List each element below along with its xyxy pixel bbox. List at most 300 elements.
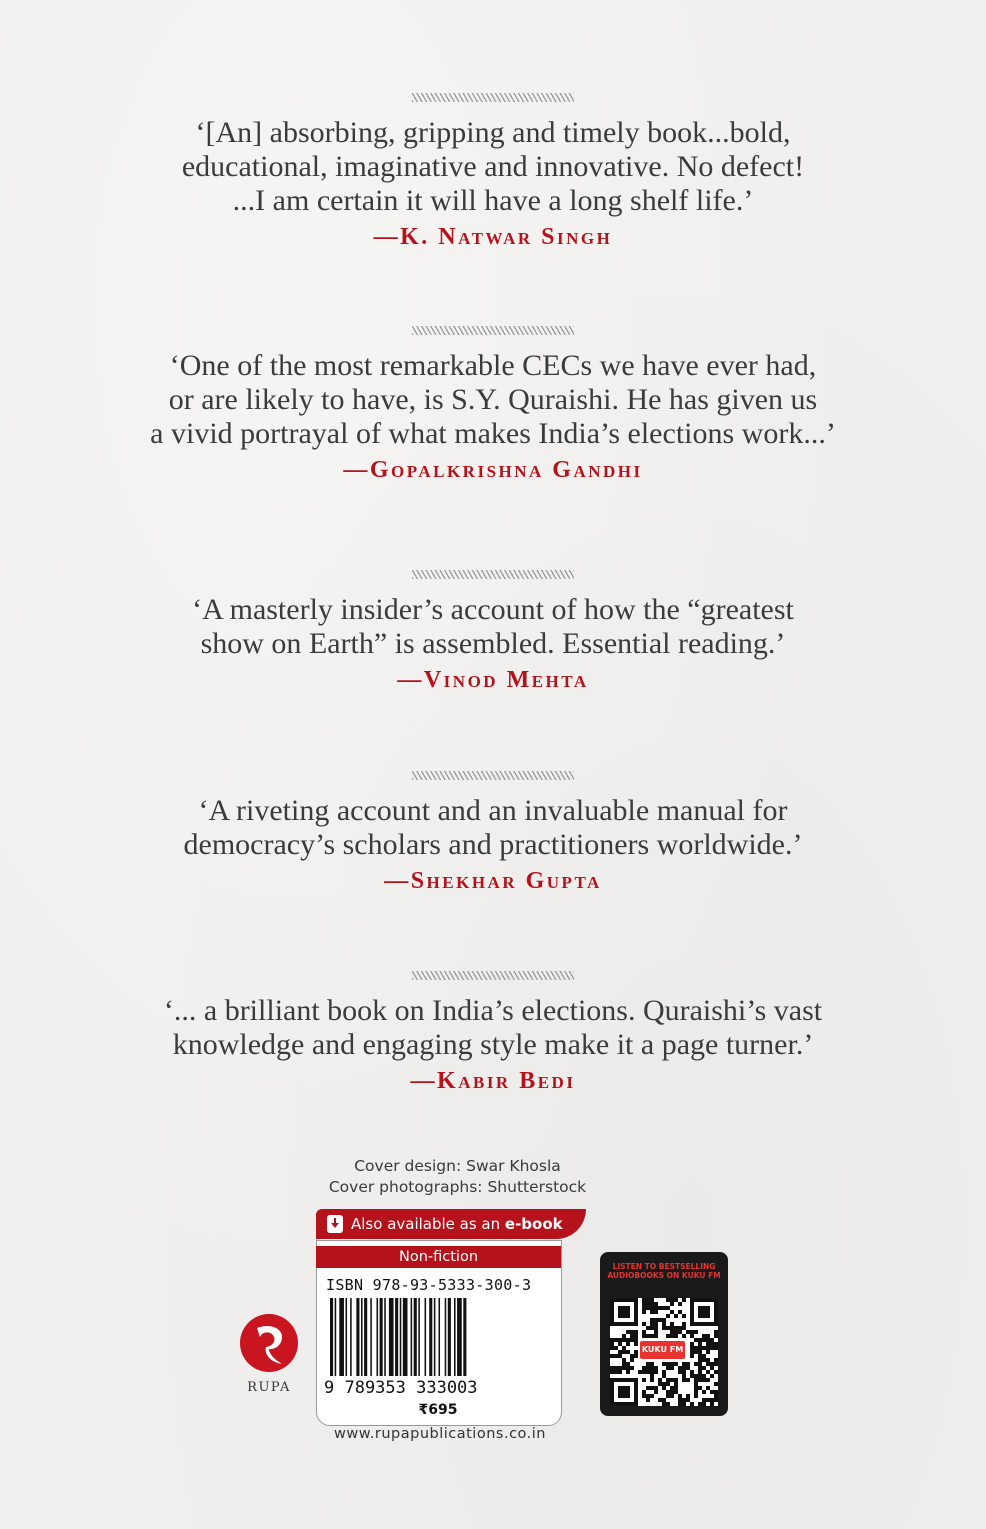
qr-module — [634, 1350, 638, 1354]
barcode-bar — [457, 1298, 462, 1376]
website-url: www.rupapublications.co.in — [334, 1426, 546, 1442]
qr-module — [670, 1366, 674, 1370]
barcode-bar — [414, 1298, 417, 1376]
qr-module — [646, 1398, 650, 1402]
qr-module — [646, 1298, 650, 1302]
price: ₹695 — [418, 1402, 458, 1418]
qr-module — [702, 1390, 706, 1394]
qr-module — [666, 1382, 670, 1386]
qr-module — [674, 1386, 678, 1390]
qr-module — [642, 1390, 646, 1394]
qr-module — [714, 1390, 718, 1394]
qr-module — [690, 1346, 694, 1350]
qr-module — [662, 1398, 666, 1402]
barcode-bar — [389, 1298, 394, 1376]
qr-module — [618, 1366, 622, 1370]
qr-module — [654, 1330, 658, 1334]
qr-module — [698, 1354, 702, 1358]
qr-module — [706, 1386, 710, 1390]
qr-module — [622, 1366, 626, 1370]
qr-module — [622, 1334, 626, 1338]
qr-module — [678, 1394, 682, 1398]
qr-module — [670, 1298, 674, 1302]
barcode-bar — [463, 1298, 466, 1376]
qr-module — [710, 1366, 714, 1370]
barcode-bar — [403, 1298, 408, 1376]
qr-module — [690, 1354, 694, 1358]
qr-module — [682, 1374, 686, 1378]
barcode — [330, 1298, 550, 1380]
qr-module — [694, 1338, 698, 1342]
publisher-name: RUPA — [247, 1380, 291, 1395]
qr-module — [626, 1342, 630, 1346]
qr-module — [626, 1330, 630, 1334]
qr-module — [702, 1354, 706, 1358]
quote-block-1 — [0, 93, 986, 251]
qr-module — [646, 1386, 650, 1390]
qr-module — [654, 1318, 658, 1322]
barcode-bar — [395, 1298, 398, 1376]
qr-module — [646, 1394, 650, 1398]
cover-photo-credit: Cover photographs: Shutterstock — [328, 1178, 587, 1196]
qr-module — [686, 1394, 690, 1398]
qr-module — [714, 1358, 718, 1362]
divider-ornament — [412, 93, 574, 102]
qr-module — [706, 1334, 710, 1338]
qr-module — [658, 1378, 662, 1382]
qr-module — [714, 1398, 718, 1402]
qr-module — [710, 1398, 714, 1402]
barcode-bar — [346, 1298, 348, 1376]
qr-module — [666, 1362, 670, 1366]
qr-module — [694, 1350, 698, 1354]
qr-module — [706, 1370, 710, 1374]
qr-module — [658, 1382, 662, 1386]
qr-module — [674, 1378, 678, 1382]
qr-module — [694, 1346, 698, 1350]
qr-module — [710, 1346, 714, 1350]
qr-module — [702, 1334, 706, 1338]
qr-module — [662, 1370, 666, 1374]
qr-module — [710, 1338, 714, 1342]
barcode-bar — [418, 1298, 420, 1376]
qr-module — [698, 1378, 702, 1382]
quote-attribution: —Shekhar Gupta — [384, 868, 602, 894]
qr-module — [694, 1330, 698, 1334]
qr-module — [650, 1334, 654, 1338]
barcode-bar — [429, 1298, 432, 1376]
qr-module — [634, 1338, 638, 1342]
qr-module — [678, 1310, 682, 1314]
qr-module — [698, 1350, 702, 1354]
qr-module — [630, 1338, 634, 1342]
qr-module — [610, 1366, 614, 1370]
quote-attribution: —Vinod Mehta — [397, 667, 589, 693]
qr-module — [674, 1334, 678, 1338]
qr-module — [654, 1386, 658, 1390]
qr-module — [642, 1334, 646, 1338]
qr-module — [706, 1378, 710, 1382]
qr-module — [666, 1334, 670, 1338]
qr-module — [714, 1370, 718, 1374]
qr-module — [642, 1310, 646, 1314]
qr-module — [678, 1366, 682, 1370]
qr-module — [678, 1370, 682, 1374]
qr-module — [630, 1354, 634, 1358]
qr-module — [662, 1326, 666, 1330]
qr-module — [634, 1354, 638, 1358]
qr-module — [666, 1326, 670, 1330]
qr-module — [634, 1342, 638, 1346]
qr-module — [714, 1362, 718, 1366]
barcode-bar — [377, 1298, 379, 1376]
quote-attribution: —K. Natwar Singh — [373, 224, 613, 250]
qr-module — [706, 1346, 710, 1350]
qr-module — [630, 1334, 634, 1338]
qr-module — [698, 1366, 702, 1370]
qr-module — [682, 1298, 686, 1302]
qr-module — [650, 1378, 654, 1382]
cover-credits — [290, 1156, 625, 1198]
qr-module — [698, 1362, 702, 1366]
qr-module — [650, 1310, 654, 1314]
qr-module — [674, 1326, 678, 1330]
qr-module — [690, 1334, 694, 1338]
divider-ornament — [412, 570, 574, 579]
qr-module — [682, 1314, 686, 1318]
qr-module — [626, 1338, 630, 1342]
barcode-bar — [448, 1298, 451, 1376]
qr-module — [654, 1366, 658, 1370]
qr-module — [698, 1370, 702, 1374]
qr-module — [666, 1402, 670, 1406]
qr-module — [690, 1330, 694, 1334]
qr-module — [682, 1322, 686, 1326]
qr-module — [694, 1378, 698, 1382]
qr-module — [706, 1342, 710, 1346]
qr-module — [702, 1338, 706, 1342]
qr-module — [694, 1362, 698, 1366]
qr-module — [702, 1358, 706, 1362]
qr-module — [670, 1390, 674, 1394]
barcode-bar — [361, 1298, 363, 1376]
qr-module — [714, 1342, 718, 1346]
qr-module — [626, 1370, 630, 1374]
qr-module — [674, 1314, 678, 1318]
qr-module — [670, 1310, 674, 1314]
qr-module — [614, 1366, 618, 1370]
qr-module — [670, 1394, 674, 1398]
qr-module — [650, 1366, 654, 1370]
qr-module — [674, 1362, 678, 1366]
qr-module — [678, 1402, 682, 1406]
qr-module — [698, 1346, 702, 1350]
qr-module — [710, 1362, 714, 1366]
qr-module — [618, 1350, 622, 1354]
qr-module — [690, 1342, 694, 1346]
qr-module — [686, 1378, 690, 1382]
qr-module — [706, 1358, 710, 1362]
qr-module — [694, 1386, 698, 1390]
qr-module — [622, 1362, 626, 1366]
qr-module — [690, 1402, 694, 1406]
quote-block-3 — [0, 570, 986, 694]
qr-module — [702, 1374, 706, 1378]
quote-text: ‘A riveting account and an invaluable manual for democracy’s scholars and practitioners worldwide.’ — [183, 794, 803, 861]
qr-module — [682, 1378, 686, 1382]
qr-module — [694, 1394, 698, 1398]
qr-module — [698, 1402, 702, 1406]
qr-module — [610, 1370, 614, 1374]
qr-module — [682, 1362, 686, 1366]
quote-attribution: —Kabir Bedi — [410, 1068, 576, 1094]
qr-module — [714, 1394, 718, 1398]
qr-module — [694, 1374, 698, 1378]
rupa-logo-mark — [236, 1312, 302, 1374]
qr-module — [650, 1370, 654, 1374]
qr-module — [650, 1386, 654, 1390]
qr-module — [690, 1370, 694, 1374]
qr-module — [618, 1338, 622, 1342]
barcode-digits: 9 789353 333003 — [324, 1378, 478, 1398]
qr-module — [706, 1398, 710, 1402]
qr-module — [698, 1374, 702, 1378]
qr-module — [626, 1362, 630, 1366]
qr-module — [662, 1402, 666, 1406]
qr-module — [670, 1322, 674, 1326]
qr-module — [674, 1330, 678, 1334]
qr-module — [678, 1326, 682, 1330]
qr-module — [694, 1390, 698, 1394]
qr-module — [646, 1306, 650, 1310]
qr-module — [634, 1334, 638, 1338]
qr-module — [686, 1330, 690, 1334]
qr-module — [646, 1362, 650, 1366]
qr-module — [674, 1390, 678, 1394]
qr-finder — [618, 1306, 630, 1318]
qr-module — [702, 1346, 706, 1350]
qr-module — [622, 1346, 626, 1350]
quote-block-2 — [0, 326, 986, 484]
qr-module — [634, 1330, 638, 1334]
qr-module — [670, 1378, 674, 1382]
quote-block-5 — [0, 971, 986, 1095]
qr-module — [710, 1390, 714, 1394]
qr-module — [654, 1370, 658, 1374]
barcode-bar — [380, 1298, 383, 1376]
divider-ornament — [412, 771, 574, 780]
qr-module — [678, 1330, 682, 1334]
qr-module — [630, 1358, 634, 1362]
qr-module — [646, 1370, 650, 1374]
qr-module — [682, 1334, 686, 1338]
isbn-number: ISBN 978-93-5333-300-3 — [326, 1276, 532, 1294]
qr-module — [654, 1306, 658, 1310]
qr-module — [682, 1370, 686, 1374]
qr-module — [666, 1314, 670, 1318]
qr-module — [690, 1350, 694, 1354]
ebook-prefix: Also available as an — [351, 1215, 505, 1233]
qr-module — [702, 1378, 706, 1382]
barcode-bar — [370, 1298, 372, 1376]
qr-module — [666, 1298, 670, 1302]
qr-module — [706, 1350, 710, 1354]
qr-module — [662, 1386, 666, 1390]
barcode-bar — [339, 1298, 344, 1376]
qr-module — [650, 1302, 654, 1306]
qr-module — [674, 1382, 678, 1386]
qr-module — [614, 1338, 618, 1342]
barcode-bar — [445, 1298, 447, 1376]
qr-module — [642, 1394, 646, 1398]
qr-module — [650, 1298, 654, 1302]
qr-module — [642, 1298, 646, 1302]
qr-module — [654, 1390, 658, 1394]
qr-finder — [618, 1386, 630, 1398]
qr-module — [658, 1306, 662, 1310]
qr-module — [670, 1330, 674, 1334]
qr-module — [614, 1354, 618, 1358]
qr-module — [626, 1350, 630, 1354]
barcode-bar — [335, 1298, 337, 1376]
qr-module — [642, 1366, 646, 1370]
qr-module — [706, 1362, 710, 1366]
qr-module — [618, 1354, 622, 1358]
qr-module — [670, 1326, 674, 1330]
qr-module — [642, 1370, 646, 1374]
qr-module — [666, 1366, 670, 1370]
qr-module — [702, 1398, 706, 1402]
qr-module — [666, 1390, 670, 1394]
barcode-bar — [330, 1298, 333, 1376]
qr-module — [702, 1366, 706, 1370]
qr-module — [682, 1326, 686, 1330]
qr-module — [686, 1398, 690, 1402]
qr-module — [642, 1302, 646, 1306]
rupa-logo — [236, 1312, 302, 1395]
qr-module — [710, 1342, 714, 1346]
genre-label: Non-fiction — [316, 1246, 561, 1268]
download-icon — [327, 1215, 343, 1233]
qr-module — [622, 1338, 626, 1342]
kuku-fm-badge: KUKU FM — [640, 1341, 685, 1359]
qr-module — [650, 1394, 654, 1398]
qr-module — [662, 1318, 666, 1322]
qr-module — [698, 1338, 702, 1342]
qr-module — [710, 1374, 714, 1378]
qr-module — [678, 1398, 682, 1402]
qr-module — [698, 1358, 702, 1362]
qr-module — [666, 1306, 670, 1310]
qr-module — [682, 1402, 686, 1406]
qr-module — [678, 1302, 682, 1306]
qr-module — [642, 1306, 646, 1310]
qr-module — [698, 1342, 702, 1346]
qr-module — [650, 1326, 654, 1330]
qr-module — [662, 1362, 666, 1366]
qr-module — [646, 1326, 650, 1330]
qr-module — [614, 1370, 618, 1374]
qr-module — [662, 1322, 666, 1326]
barcode-bar — [425, 1298, 427, 1376]
qr-module — [654, 1302, 658, 1306]
qr-module — [710, 1402, 714, 1406]
quote-attribution: —Gopalkrishna Gandhi — [343, 457, 643, 483]
qr-module — [630, 1330, 634, 1334]
qr-module — [714, 1346, 718, 1350]
qr-module — [642, 1378, 646, 1382]
qr-module — [646, 1366, 650, 1370]
qr-module — [650, 1318, 654, 1322]
ebook-banner — [316, 1209, 586, 1239]
barcode-bar — [356, 1298, 359, 1376]
qr-module — [610, 1342, 614, 1346]
qr-module — [694, 1382, 698, 1386]
barcode-bar — [411, 1298, 413, 1376]
qr-module — [642, 1322, 646, 1326]
qr-module — [650, 1306, 654, 1310]
qr-module — [654, 1326, 658, 1330]
qr-module — [662, 1374, 666, 1378]
quote-block-4 — [0, 771, 986, 895]
qr-module — [610, 1338, 614, 1342]
ebook-highlight: e-book — [504, 1215, 563, 1233]
qr-module — [714, 1330, 718, 1334]
barcode-bar — [439, 1298, 441, 1376]
divider-ornament — [412, 326, 574, 335]
divider-ornament — [412, 971, 574, 980]
qr-module — [646, 1302, 650, 1306]
qr-module — [638, 1370, 642, 1374]
qr-module — [650, 1374, 654, 1378]
qr-module — [686, 1366, 690, 1370]
qr-module — [622, 1358, 626, 1362]
qr-module — [686, 1362, 690, 1366]
qr-module — [654, 1334, 658, 1338]
qr-module — [670, 1362, 674, 1366]
qr-module — [610, 1346, 614, 1350]
barcode-bar — [434, 1298, 436, 1376]
qr-module — [610, 1354, 614, 1358]
barcode-bar — [350, 1298, 352, 1376]
qr-module — [658, 1318, 662, 1322]
qr-module — [670, 1334, 674, 1338]
qr-module — [654, 1310, 658, 1314]
qr-module — [670, 1302, 674, 1306]
qr-module — [670, 1386, 674, 1390]
qr-module — [650, 1362, 654, 1366]
qr-module — [618, 1342, 622, 1346]
cover-design-credit: Cover design: Swar Khosla — [354, 1157, 561, 1175]
quote-text: ‘[An] absorbing, gripping and timely book...bold, educational, imaginative and innovative. No defect! ...I am certain it will have a long shelf life.’ — [181, 116, 805, 217]
qr-module — [666, 1378, 670, 1382]
qr-module — [662, 1382, 666, 1386]
qr-module — [614, 1346, 618, 1350]
qr-module — [698, 1386, 702, 1390]
barcode-bar — [454, 1298, 456, 1376]
qr-module — [706, 1338, 710, 1342]
qr-module — [682, 1366, 686, 1370]
qr-module — [702, 1402, 706, 1406]
qr-finder — [698, 1306, 710, 1318]
qr-module — [646, 1334, 650, 1338]
qr-module — [714, 1382, 718, 1386]
barcode-bar — [400, 1298, 402, 1376]
qr-module — [626, 1366, 630, 1370]
quote-text: ‘... a brilliant book on India’s elections. Quraishi’s vast knowledge and engaging style make it a page turner.’ — [163, 994, 823, 1061]
quote-text: ‘A masterly insider’s account of how the “greatest show on Earth” is assembled. Essential reading.’ — [192, 593, 794, 660]
qr-module — [622, 1350, 626, 1354]
